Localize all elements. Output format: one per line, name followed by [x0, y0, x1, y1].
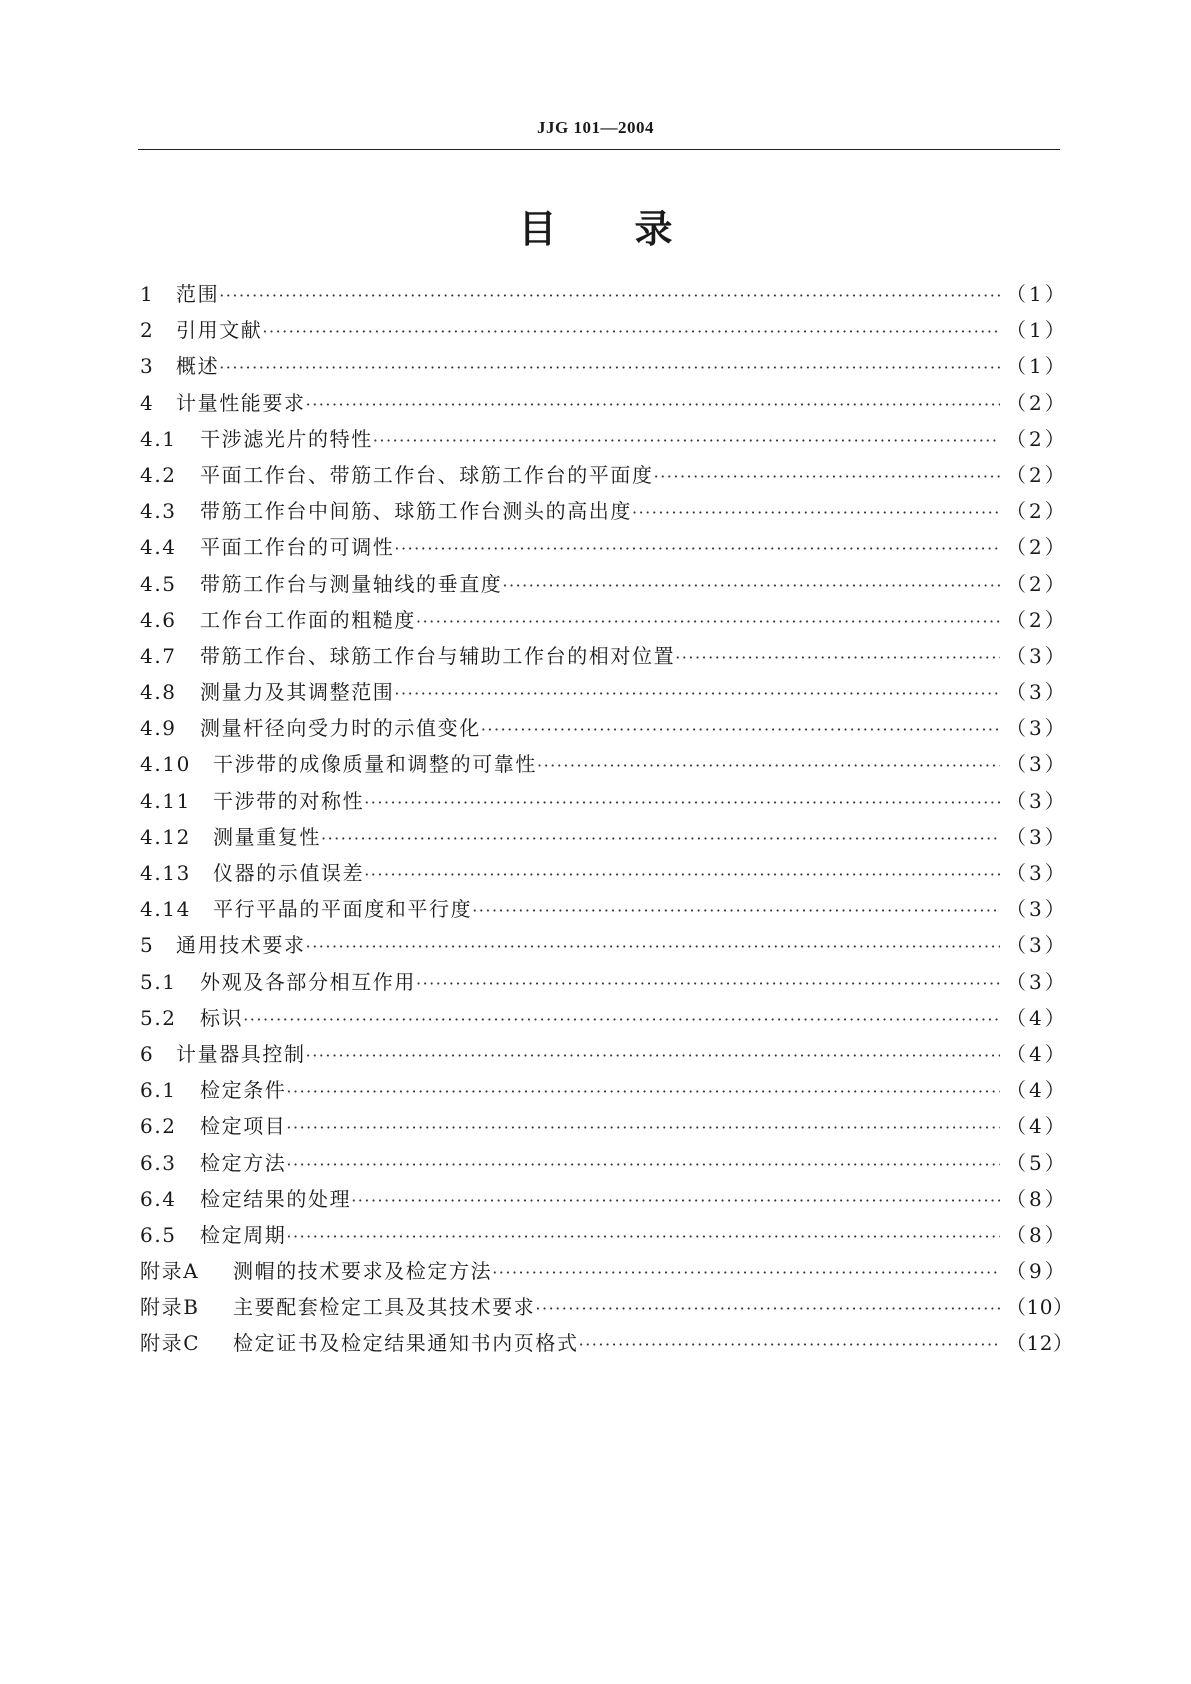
toc-entry-number: 4.10	[140, 752, 191, 777]
toc-entry-title: 工作台工作面的粗糙度	[200, 607, 416, 632]
toc-entry-number: 4.6	[140, 607, 177, 632]
toc-entry-page: （1）	[1006, 318, 1068, 343]
toc-entry[interactable]	[140, 423, 1068, 459]
toc-leader-dots	[416, 612, 1000, 631]
toc-entry-page: （8）	[1006, 1222, 1068, 1247]
toc-entry-number: 6.5	[140, 1222, 177, 1247]
toc-entry[interactable]	[140, 1183, 1068, 1219]
toc-entry-number: 4.11	[140, 788, 191, 813]
toc-entry-title: 检定证书及检定结果通知书内页格式	[233, 1331, 579, 1356]
toc-entry[interactable]	[140, 1219, 1068, 1255]
toc-entry[interactable]	[140, 1255, 1068, 1291]
toc-leader-dots	[579, 1335, 1000, 1354]
toc-entry[interactable]	[140, 278, 1068, 314]
toc-entry-page: （1）	[1006, 354, 1068, 379]
toc-entry-title: 标识	[200, 1005, 244, 1030]
toc-leader-dots	[416, 974, 1000, 993]
toc-entry-number: 5	[140, 933, 155, 958]
toc-entry[interactable]	[140, 1327, 1074, 1363]
toc-entry-page: （2）	[1006, 390, 1068, 415]
toc-leader-dots	[286, 1227, 1000, 1246]
toc-entry-page: （3）	[1006, 969, 1068, 994]
toc-entry-title: 检定结果的处理	[200, 1186, 352, 1211]
toc-entry[interactable]	[140, 1002, 1068, 1038]
toc-entry-title: 计量性能要求	[176, 390, 306, 415]
toc-leader-dots	[364, 793, 1000, 812]
toc-entry-page: （3）	[1006, 824, 1068, 849]
toc-entry-page: （3）	[1006, 861, 1068, 885]
toc-leader-dots	[492, 1263, 1000, 1282]
toc-leader-dots	[654, 467, 1000, 486]
toc-entry-page: （2）	[1006, 571, 1068, 596]
toc-entry-number: 6	[140, 1041, 155, 1066]
toc-leader-dots	[675, 648, 1000, 667]
toc-entry[interactable]	[140, 821, 1068, 857]
toc-leader-dots	[351, 1191, 1000, 1210]
toc-entry-number: 6.3	[140, 1150, 177, 1175]
toc-entry-page: （3）	[1006, 933, 1068, 958]
toc-leader-dots	[535, 1299, 1000, 1318]
toc-entry[interactable]	[140, 604, 1068, 640]
toc-entry-page: （10）	[1006, 1295, 1074, 1320]
toc-leader-dots	[481, 720, 1000, 739]
toc-entry-number: 6.2	[140, 1114, 177, 1139]
toc-leader-dots	[373, 431, 1000, 450]
toc-entry-number: 附录A	[140, 1259, 200, 1284]
toc-leader-dots	[394, 684, 1000, 703]
toc-leader-dots	[537, 756, 1000, 775]
toc-entry-page: （5）	[1006, 1150, 1068, 1175]
toc-entry-title: 计量器具控制	[176, 1041, 306, 1066]
toc-entry-title: 检定项目	[200, 1114, 287, 1139]
toc-entry-title: 平面工作台、带筋工作台、球筋工作台的平面度	[200, 462, 654, 487]
toc-entry-page: （2）	[1006, 535, 1068, 560]
toc-entry-page: （12）	[1006, 1331, 1074, 1356]
toc-entry[interactable]	[140, 350, 1068, 386]
toc-entry-page: （3）	[1006, 752, 1068, 777]
toc-entry[interactable]	[140, 966, 1068, 1002]
toc-leader-dots	[306, 1046, 1000, 1065]
title-char-right: 录	[634, 207, 673, 251]
toc-entry-number: 4	[140, 390, 155, 415]
toc-entry-number: 4.9	[140, 716, 177, 741]
toc-entry-page: （3）	[1006, 680, 1068, 705]
toc-leader-dots	[262, 322, 1000, 341]
toc-leader-dots	[364, 865, 1000, 884]
toc-entry-title: 干涉滤光片的特性	[200, 426, 373, 451]
toc-entry-page: （9）	[1006, 1259, 1068, 1284]
toc-entry[interactable]	[140, 568, 1068, 604]
toc-entry[interactable]	[140, 640, 1068, 676]
toc-entry-title: 带筋工作台、球筋工作台与辅助工作台的相对位置	[200, 643, 676, 668]
toc-leader-dots	[286, 1155, 1000, 1174]
toc-entry-title: 概述	[176, 354, 220, 379]
toc-leader-dots	[243, 1010, 1000, 1029]
toc-entry-page: （4）	[1006, 1114, 1068, 1139]
header-rule	[138, 149, 1060, 150]
toc-entry[interactable]	[140, 1038, 1068, 1074]
toc-entry-number: 4.13	[140, 861, 191, 885]
toc-entry-title: 测帽的技术要求及检定方法	[233, 1259, 493, 1284]
toc-entry-title: 引用文献	[176, 318, 263, 343]
toc-entry[interactable]	[140, 1074, 1068, 1110]
toc-entry[interactable]	[140, 1291, 1074, 1327]
toc-entry-page: （2）	[1006, 607, 1068, 632]
toc-leader-dots	[306, 937, 1000, 956]
toc-entry-title: 平面工作台的可调性	[200, 535, 395, 560]
toc-entry-number: 4.4	[140, 535, 177, 560]
toc-entry-number: 4.5	[140, 571, 177, 596]
toc-entry-title: 干涉带的成像质量和调整的可靠性	[213, 752, 537, 777]
toc-entry-title: 测量杆径向受力时的示值变化	[200, 716, 481, 741]
toc-entry-title: 平行平晶的平面度和平行度	[213, 897, 473, 922]
toc-entry-title: 仪器的示值误差	[213, 861, 365, 885]
toc-entry-page: （1）	[1006, 282, 1068, 306]
toc-entry[interactable]	[140, 314, 1068, 350]
toc-leader-dots	[632, 503, 1000, 522]
toc-entry-page: （8）	[1006, 1186, 1068, 1211]
toc-entry-title: 检定条件	[200, 1078, 287, 1103]
toc-entry-page: （3）	[1006, 643, 1068, 668]
page-title	[0, 198, 1191, 253]
toc-entry-number: 3	[140, 354, 155, 379]
toc-entry[interactable]	[140, 1110, 1068, 1146]
toc-entry-number: 4.14	[140, 897, 191, 922]
toc-entry-title: 带筋工作台与测量轴线的垂直度	[200, 571, 503, 596]
toc-entry-title: 外观及各部分相互作用	[200, 969, 416, 994]
toc-entry-page: （2）	[1006, 426, 1068, 451]
toc-leader-dots	[472, 901, 1000, 920]
toc-leader-dots	[286, 1118, 1000, 1137]
toc-entry-page: （3）	[1006, 897, 1068, 922]
toc-leader-dots	[306, 395, 1000, 414]
toc-entry-title: 检定周期	[200, 1222, 287, 1247]
toc-entry[interactable]	[140, 387, 1068, 423]
toc-leader-dots	[321, 829, 1000, 848]
toc-entry[interactable]	[140, 785, 1068, 821]
toc-entry-page: （3）	[1006, 788, 1068, 813]
toc-entry-number: 4.3	[140, 499, 177, 524]
toc-entry-page: （2）	[1006, 499, 1068, 524]
toc-entry-title: 干涉带的对称性	[213, 788, 365, 813]
toc-entry[interactable]	[140, 748, 1068, 784]
standard-code-header: JJG 101—2004	[537, 118, 654, 137]
toc-leader-dots	[502, 576, 1000, 595]
toc-entry-number: 6.4	[140, 1186, 177, 1211]
toc-entry-number: 4.8	[140, 680, 177, 705]
toc-leader-dots	[219, 286, 1000, 305]
toc-entry-title: 检定方法	[200, 1150, 287, 1175]
toc-entry-number: 5.1	[140, 969, 177, 994]
toc-entry-number: 5.2	[140, 1005, 177, 1030]
toc-entry-number: 附录C	[140, 1331, 201, 1356]
toc-entry-title: 通用技术要求	[176, 933, 306, 958]
toc-entry-number: 4.12	[140, 824, 191, 849]
toc-entry-page: （2）	[1006, 462, 1068, 487]
toc-leader-dots	[286, 1082, 1000, 1101]
toc-entry-page: （3）	[1006, 716, 1068, 741]
toc-entry[interactable]	[140, 1147, 1068, 1183]
toc-entry[interactable]	[140, 929, 1068, 965]
toc-entry-title: 带筋工作台中间筋、球筋工作台测头的高出度	[200, 499, 632, 524]
toc-entry-title: 测量重复性	[213, 824, 321, 849]
toc-entry-title: 主要配套检定工具及其技术要求	[233, 1295, 536, 1320]
toc-entry-number: 4.2	[140, 462, 177, 487]
toc-entry-page: （4）	[1006, 1078, 1068, 1103]
toc-entry[interactable]	[140, 676, 1068, 712]
toc-entry-number: 4.1	[140, 426, 177, 451]
toc-entry[interactable]	[140, 893, 1068, 929]
toc-entry-number: 2	[140, 318, 155, 343]
toc-entry[interactable]	[140, 712, 1068, 748]
toc-entry[interactable]	[140, 857, 1068, 893]
title-char-left: 目	[518, 207, 557, 251]
toc-entry-title: 测量力及其调整范围	[200, 680, 395, 705]
toc-leader-dots	[219, 358, 1000, 377]
toc-leader-dots	[394, 539, 1000, 558]
toc-entry[interactable]	[140, 495, 1068, 531]
toc-entry[interactable]	[140, 531, 1068, 567]
toc-entry-number: 4.7	[140, 643, 177, 668]
toc-entry-page: （4）	[1006, 1041, 1068, 1066]
toc-entry-number: 1	[140, 282, 155, 306]
toc-entry-page: （4）	[1006, 1005, 1068, 1030]
toc-entry[interactable]	[140, 459, 1068, 495]
toc-entry-number: 6.1	[140, 1078, 177, 1103]
toc-entry-title: 范围	[176, 282, 220, 306]
table-of-contents	[140, 278, 1074, 1364]
toc-entry-number: 附录B	[140, 1295, 200, 1320]
